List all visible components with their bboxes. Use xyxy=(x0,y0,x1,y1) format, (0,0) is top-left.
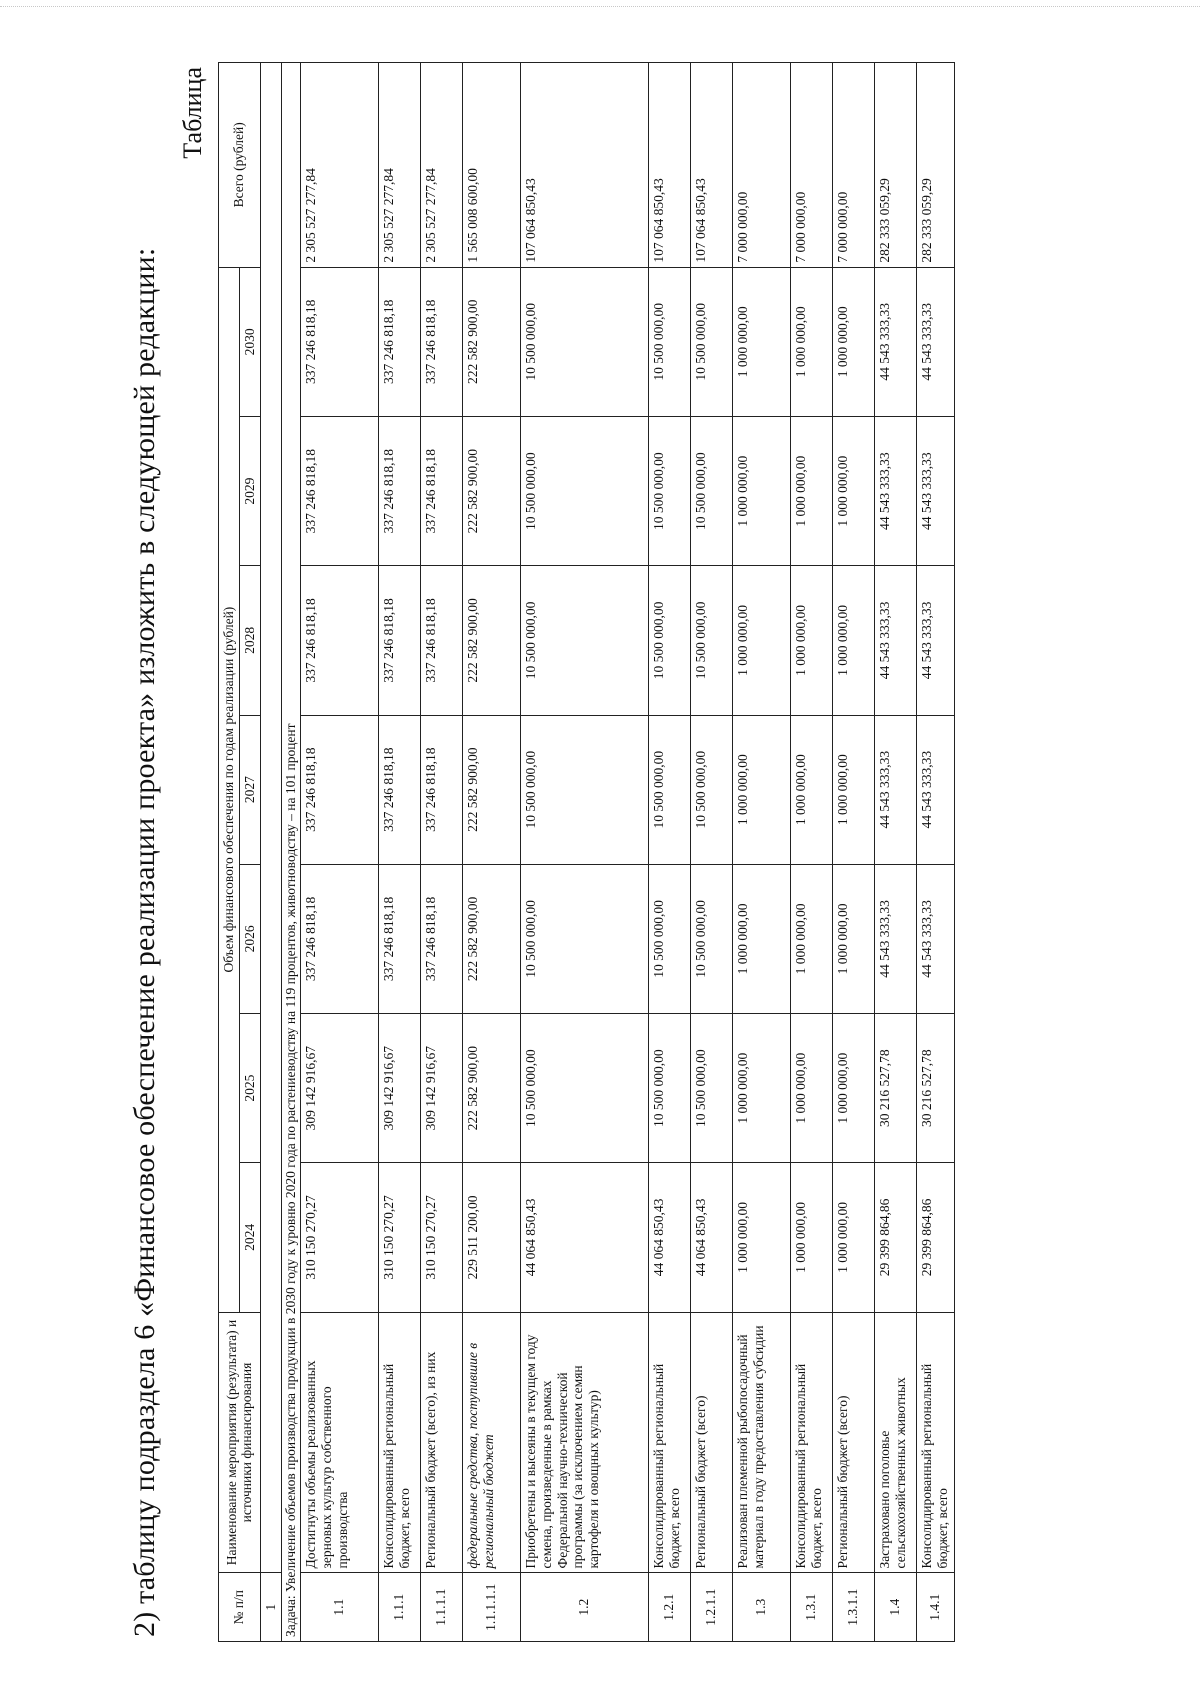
year-value: 44 543 333,33 xyxy=(874,566,916,715)
year-value: 337 246 818,18 xyxy=(378,715,420,864)
table-caption: Таблица xyxy=(178,67,207,159)
index-row xyxy=(260,63,281,1642)
header-year: 2027 xyxy=(239,715,260,864)
table-row xyxy=(648,63,690,1642)
header-year: 2026 xyxy=(239,864,260,1013)
table-row xyxy=(916,63,954,1642)
header-year: 2025 xyxy=(239,1014,260,1163)
task-row xyxy=(281,63,300,1642)
year-value: 337 246 818,18 xyxy=(378,566,420,715)
row-number: 1.1.1.1.1 xyxy=(462,1573,520,1642)
year-value: 44 543 333,33 xyxy=(874,864,916,1013)
header-year: 2030 xyxy=(239,267,260,416)
year-value: 1 000 000,00 xyxy=(832,715,874,864)
year-value: 10 500 000,00 xyxy=(520,1014,648,1163)
row-number: 1.3 xyxy=(732,1573,790,1642)
year-value: 337 246 818,18 xyxy=(420,566,462,715)
year-value: 309 142 916,67 xyxy=(300,1014,378,1163)
row-total: 107 064 850,43 xyxy=(520,63,648,268)
year-value: 10 500 000,00 xyxy=(648,1014,690,1163)
table-row xyxy=(790,63,832,1642)
row-total: 7 000 000,00 xyxy=(832,63,874,268)
year-value: 229 511 200,00 xyxy=(462,1163,520,1312)
task-text: Задача: Увеличение объемов производства продукции в 2030 году к уровню 2020 года по растениеводству на 119 процентов, животноводству – на 101 процент xyxy=(281,63,300,1642)
row-number: 1.1.1.1 xyxy=(420,1573,462,1642)
year-value: 337 246 818,18 xyxy=(420,864,462,1013)
row-number: 1.1.1 xyxy=(378,1573,420,1642)
row-name: федеральные средства, поступившие в региональный бюджет xyxy=(462,1312,520,1573)
year-value: 337 246 818,18 xyxy=(300,417,378,566)
year-value: 1 000 000,00 xyxy=(832,1163,874,1312)
row-number: 1.3.1.1 xyxy=(832,1573,874,1642)
year-value: 10 500 000,00 xyxy=(520,267,648,416)
header-name: Наименование мероприятия (результата) и источники финансирования xyxy=(219,1312,261,1573)
year-value: 1 000 000,00 xyxy=(732,267,790,416)
year-value: 10 500 000,00 xyxy=(690,267,732,416)
row-number: 1.4.1 xyxy=(916,1573,954,1642)
year-value: 1 000 000,00 xyxy=(790,1163,832,1312)
year-value: 10 500 000,00 xyxy=(648,864,690,1013)
header-year: 2024 xyxy=(239,1163,260,1312)
header-row-1 xyxy=(219,63,240,1642)
row-total: 107 064 850,43 xyxy=(648,63,690,268)
row-name: Застраховано поголовье сельскохозяйственных животных xyxy=(874,1312,916,1573)
row-total: 107 064 850,43 xyxy=(690,63,732,268)
header-total: Всего (рублей) xyxy=(219,63,261,268)
year-value: 1 000 000,00 xyxy=(732,715,790,864)
row-total: 1 565 008 600,00 xyxy=(462,63,520,268)
year-value: 337 246 818,18 xyxy=(300,715,378,864)
year-value: 310 150 270,27 xyxy=(420,1163,462,1312)
table-row xyxy=(300,63,378,1642)
year-value: 310 150 270,27 xyxy=(378,1163,420,1312)
year-value: 29 399 864,86 xyxy=(916,1163,954,1312)
year-value: 222 582 900,00 xyxy=(462,715,520,864)
year-value: 1 000 000,00 xyxy=(832,566,874,715)
year-value: 1 000 000,00 xyxy=(790,267,832,416)
year-value: 222 582 900,00 xyxy=(462,267,520,416)
row-total: 2 305 527 277,84 xyxy=(378,63,420,268)
row-name: Приобретены и высеяны в текущем году семена, произведенные в рамках Федеральной научно-технической программы (за исключением семян картофеля и овощных культур) xyxy=(520,1312,648,1573)
year-value: 337 246 818,18 xyxy=(420,417,462,566)
year-value: 10 500 000,00 xyxy=(648,417,690,566)
financing-table xyxy=(218,62,955,1642)
table-row xyxy=(732,63,790,1642)
year-value: 10 500 000,00 xyxy=(690,864,732,1013)
year-value: 1 000 000,00 xyxy=(790,566,832,715)
year-value: 1 000 000,00 xyxy=(732,417,790,566)
row-total: 2 305 527 277,84 xyxy=(420,63,462,268)
year-value: 309 142 916,67 xyxy=(378,1014,420,1163)
year-value: 10 500 000,00 xyxy=(520,566,648,715)
row-number: 1.2 xyxy=(520,1573,648,1642)
year-value: 337 246 818,18 xyxy=(420,267,462,416)
year-value: 337 246 818,18 xyxy=(378,417,420,566)
year-value: 10 500 000,00 xyxy=(648,267,690,416)
row-number: 1.4 xyxy=(874,1573,916,1642)
year-value: 337 246 818,18 xyxy=(378,267,420,416)
year-value: 30 216 527,78 xyxy=(916,1014,954,1163)
table-row xyxy=(690,63,732,1642)
year-value: 44 543 333,33 xyxy=(874,715,916,864)
table-row xyxy=(874,63,916,1642)
year-value: 44 543 333,33 xyxy=(916,715,954,864)
header-year: 2028 xyxy=(239,566,260,715)
year-value: 1 000 000,00 xyxy=(790,715,832,864)
year-value: 1 000 000,00 xyxy=(732,1163,790,1312)
year-value: 222 582 900,00 xyxy=(462,417,520,566)
row-name: Консолидированный региональный бюджет, всего xyxy=(378,1312,420,1573)
year-value: 1 000 000,00 xyxy=(790,1014,832,1163)
year-value: 1 000 000,00 xyxy=(832,864,874,1013)
year-value: 337 246 818,18 xyxy=(378,864,420,1013)
year-value: 1 000 000,00 xyxy=(832,1014,874,1163)
year-value: 44 064 850,43 xyxy=(520,1163,648,1312)
year-value: 44 543 333,33 xyxy=(916,566,954,715)
year-value: 222 582 900,00 xyxy=(462,1014,520,1163)
year-value: 29 399 864,86 xyxy=(874,1163,916,1312)
year-value: 10 500 000,00 xyxy=(648,566,690,715)
header-years-group: Объем финансового обеспечения по годам реализации (рублей) xyxy=(219,267,240,1312)
year-value: 337 246 818,18 xyxy=(420,715,462,864)
row-name: Консолидированный региональный бюджет, всего xyxy=(790,1312,832,1573)
row-name: Реализован племенной рыбопосадочный материал в году предоставления субсидии xyxy=(732,1312,790,1573)
table-row xyxy=(520,63,648,1642)
year-value: 30 216 527,78 xyxy=(874,1014,916,1163)
year-value: 1 000 000,00 xyxy=(732,1014,790,1163)
year-value: 44 543 333,33 xyxy=(874,417,916,566)
row-total: 282 333 059,29 xyxy=(874,63,916,268)
header-no: № п/п xyxy=(219,1573,261,1642)
table-row xyxy=(462,63,520,1642)
year-value: 10 500 000,00 xyxy=(690,566,732,715)
table-row xyxy=(420,63,462,1642)
row-number: 1.3.1 xyxy=(790,1573,832,1642)
row-name: Региональный бюджет (всего) xyxy=(690,1312,732,1573)
year-value: 337 246 818,18 xyxy=(300,864,378,1013)
year-value: 44 543 333,33 xyxy=(916,864,954,1013)
year-value: 44 543 333,33 xyxy=(916,267,954,416)
year-value: 10 500 000,00 xyxy=(520,715,648,864)
index-cell: 1 xyxy=(260,1573,281,1642)
year-value: 1 000 000,00 xyxy=(832,417,874,566)
year-value: 309 142 916,67 xyxy=(420,1014,462,1163)
row-total: 7 000 000,00 xyxy=(790,63,832,268)
year-value: 310 150 270,27 xyxy=(300,1163,378,1312)
year-value: 10 500 000,00 xyxy=(520,864,648,1013)
year-value: 44 064 850,43 xyxy=(648,1163,690,1312)
year-value: 1 000 000,00 xyxy=(732,566,790,715)
row-number: 1.2.1 xyxy=(648,1573,690,1642)
index-empty xyxy=(260,63,281,1573)
table-row xyxy=(832,63,874,1642)
table-row xyxy=(378,63,420,1642)
year-value: 10 500 000,00 xyxy=(690,1014,732,1163)
amendment-heading: 2) таблицу подраздела 6 «Финансовое обеспечение реализации проекта» изложить в следующей редакции: xyxy=(128,247,161,1637)
year-value: 44 064 850,43 xyxy=(690,1163,732,1312)
year-value: 44 543 333,33 xyxy=(874,267,916,416)
row-total: 2 305 527 277,84 xyxy=(300,63,378,268)
year-value: 1 000 000,00 xyxy=(732,864,790,1013)
row-name: Региональный бюджет (всего) xyxy=(832,1312,874,1573)
row-name: Консолидированный региональный бюджет, всего xyxy=(916,1312,954,1573)
row-total: 282 333 059,29 xyxy=(916,63,954,268)
year-value: 337 246 818,18 xyxy=(300,566,378,715)
row-name: Достигнуты объемы реализованных зерновых культур собственного производства xyxy=(300,1312,378,1573)
year-value: 222 582 900,00 xyxy=(462,566,520,715)
header-year: 2029 xyxy=(239,417,260,566)
year-value: 10 500 000,00 xyxy=(690,715,732,864)
row-name: Региональный бюджет (всего), из них xyxy=(420,1312,462,1573)
year-value: 222 582 900,00 xyxy=(462,864,520,1013)
row-number: 1.2.1.1 xyxy=(690,1573,732,1642)
year-value: 44 543 333,33 xyxy=(916,417,954,566)
year-value: 1 000 000,00 xyxy=(832,267,874,416)
year-value: 10 500 000,00 xyxy=(520,417,648,566)
year-value: 1 000 000,00 xyxy=(790,417,832,566)
year-value: 10 500 000,00 xyxy=(648,715,690,864)
year-value: 10 500 000,00 xyxy=(690,417,732,566)
row-number: 1.1 xyxy=(300,1573,378,1642)
row-total: 7 000 000,00 xyxy=(732,63,790,268)
year-value: 1 000 000,00 xyxy=(790,864,832,1013)
row-name: Консолидированный региональный бюджет, всего xyxy=(648,1312,690,1573)
year-value: 337 246 818,18 xyxy=(300,267,378,416)
